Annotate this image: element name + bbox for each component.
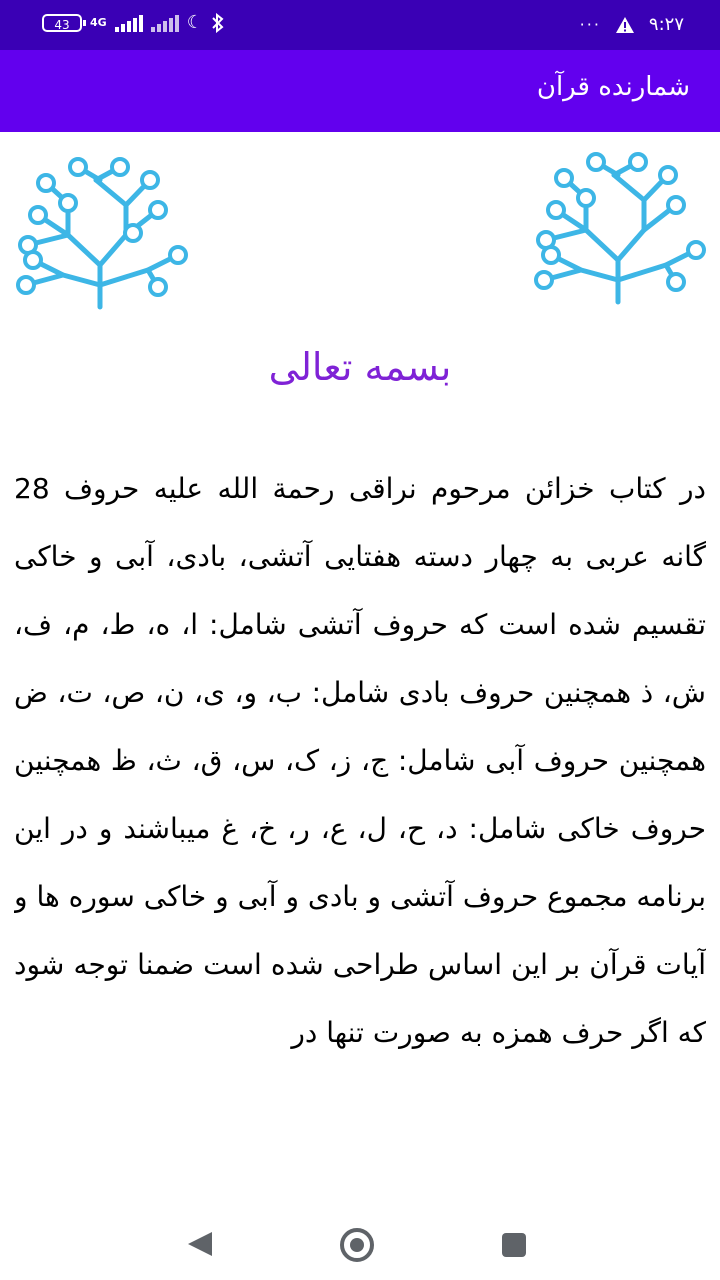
battery-level: 43 bbox=[54, 18, 70, 32]
moon-icon: ☾ bbox=[186, 12, 203, 33]
tree-logo-left-icon bbox=[8, 155, 198, 310]
signal-2-icon bbox=[151, 14, 179, 32]
app-bar bbox=[0, 50, 720, 132]
status-bar bbox=[0, 0, 720, 50]
status-left-group bbox=[42, 13, 225, 33]
network-type: 4G bbox=[90, 16, 107, 29]
home-icon[interactable] bbox=[340, 1228, 374, 1262]
clock: ۹:۲۷ bbox=[648, 14, 684, 35]
overflow-dots: ··· bbox=[579, 15, 601, 34]
back-icon[interactable] bbox=[188, 1232, 212, 1256]
navigation-bar bbox=[0, 1208, 720, 1280]
battery-icon bbox=[42, 14, 82, 32]
page-heading: بسمه تعالی bbox=[268, 345, 452, 389]
signal-icon bbox=[115, 14, 143, 32]
body-paragraph: در کتاب خزائن مرحوم نراقی رحمة الله علیه حروف 28 گانه عربی به چهار دسته هفتایی آتشی، بادی، آبی و خاکی تقسیم شده است که حروف آتشی شامل: ا، ه، ط، م، ف، ش، ذ همچنین حروف بادی شامل: ب، و، ی، ن، ص، ت، ض همچنین حروف آبی شامل: ج، ز، ک، س، ق، ث، ظ همچنین حروف خاکی شامل: د، ح، ل، ع، ر، خ، غ میباشند و در این برنامه مجموع حروف آتشی و بادی و آبی و خاکی سوره ها و آیات قرآن بر این اساس طراحی شده است ضمنا توجه شود که اگر حرف همزه به صورت تنها در bbox=[14, 472, 706, 1049]
bluetooth-icon bbox=[211, 13, 225, 33]
status-right-group bbox=[580, 14, 684, 35]
warning-icon bbox=[615, 16, 635, 34]
app-title: شمارنده قرآن bbox=[536, 72, 690, 102]
recent-apps-icon[interactable] bbox=[502, 1233, 526, 1257]
tree-logo-right-icon bbox=[526, 150, 716, 305]
